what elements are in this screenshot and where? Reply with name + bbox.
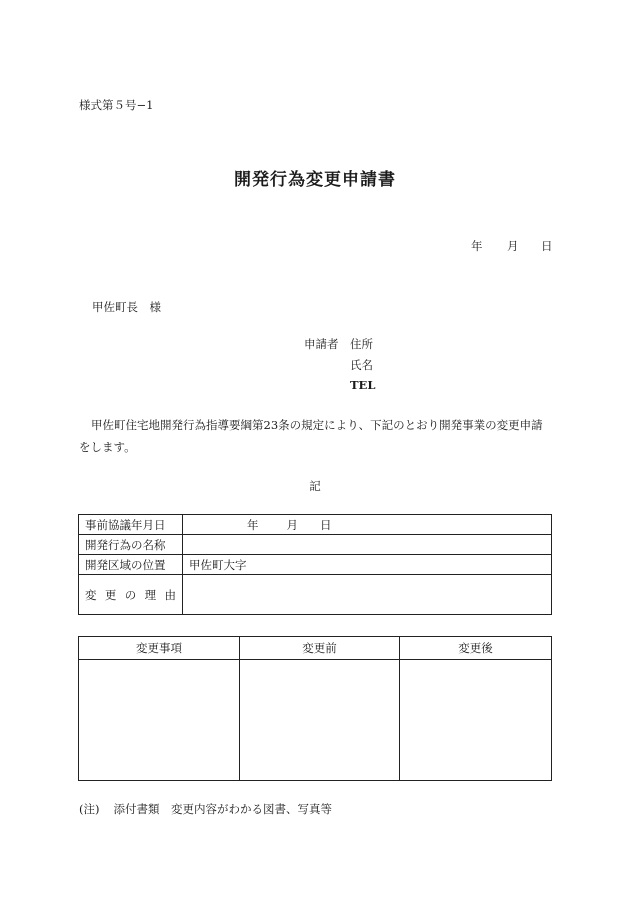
document-title: 開発行為変更申請書 bbox=[234, 170, 396, 190]
change-reason-label-char: の bbox=[124, 587, 137, 602]
note bbox=[79, 801, 332, 817]
table-row bbox=[79, 535, 552, 555]
table-row bbox=[79, 575, 552, 615]
note-mark: (注) bbox=[79, 802, 100, 816]
applicant-address-label: 住所 bbox=[350, 337, 373, 351]
date-day-label: 日 bbox=[541, 239, 553, 253]
table-row bbox=[79, 660, 552, 781]
addressee: 甲佐町長 様 bbox=[92, 300, 161, 314]
table-row bbox=[79, 555, 552, 575]
note-text: 添付書類 変更内容がわかる図書、写真等 bbox=[113, 802, 332, 816]
applicant-tel-label: TEL bbox=[350, 378, 376, 392]
header-change-item: 変更事項 bbox=[79, 637, 240, 660]
before-change-cell[interactable] bbox=[240, 660, 400, 781]
table-row bbox=[79, 515, 552, 535]
header-before-change: 変更前 bbox=[240, 637, 400, 660]
form-number: 様式第５号−1 bbox=[79, 98, 154, 112]
applicant-label: 申請者 bbox=[304, 337, 339, 351]
change-item-cell[interactable] bbox=[79, 660, 240, 781]
body-text: 甲佐町住宅地開発行為指導要綱第23条の規定により、下記のとおり開発事業の変更申請をします。 bbox=[79, 418, 543, 454]
change-reason-label-char: 由 bbox=[164, 587, 176, 602]
date-year-label: 年 bbox=[471, 239, 483, 253]
row-label-development-location: 開発区域の位置 bbox=[79, 555, 183, 575]
row-label-development-name: 開発行為の名称 bbox=[79, 535, 183, 555]
header-after-change: 変更後 bbox=[400, 637, 552, 660]
change-reason-label-char: 更 bbox=[104, 587, 117, 602]
row-label-change-reason bbox=[79, 575, 183, 615]
table-header-row bbox=[79, 637, 552, 660]
date-month-label: 月 bbox=[507, 239, 519, 253]
change-reason-label-char: 理 bbox=[144, 587, 157, 602]
ki-heading: 記 bbox=[309, 479, 321, 493]
row-label-prior-consultation-date: 事前協議年月日 bbox=[79, 515, 183, 535]
prior-consultation-date-field[interactable]: 年 月 日 bbox=[183, 515, 552, 535]
change-reason-field[interactable] bbox=[183, 575, 552, 615]
after-change-cell[interactable] bbox=[400, 660, 552, 781]
applicant-name-label: 氏名 bbox=[350, 358, 373, 372]
change-table bbox=[78, 636, 552, 781]
development-location-field[interactable]: 甲佐町大字 bbox=[183, 555, 552, 575]
change-reason-label-char: 変 bbox=[85, 587, 97, 602]
development-name-field[interactable] bbox=[183, 535, 552, 555]
info-table bbox=[78, 514, 552, 615]
